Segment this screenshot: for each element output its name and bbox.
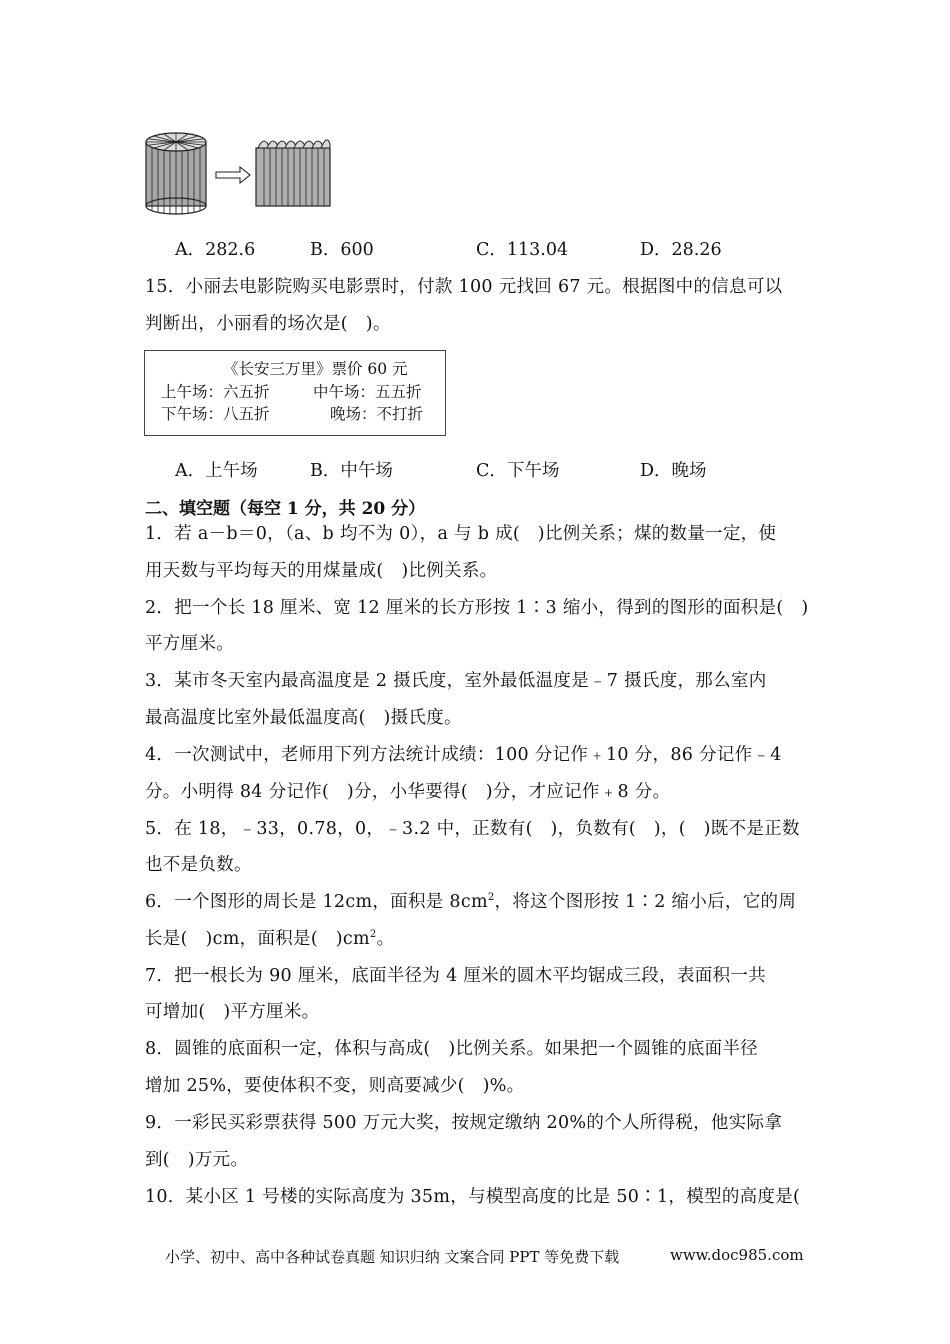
q14-option-c: C．113.04 — [476, 240, 569, 260]
q15-line-1: 15．小丽去电影院购买电影票时，付款 100 元找回 67 元。根据图中的信息可以 — [145, 277, 783, 297]
q15-option-d: D．晚场 — [640, 461, 707, 481]
superscript: 2 — [369, 929, 377, 941]
ticket-evening: 晚场：不打折 — [330, 405, 424, 423]
q15-option-a: A．上午场 — [175, 461, 258, 481]
ticket-title: 《长安三万里》票价 60 元 — [223, 360, 408, 378]
ticket-noon: 中午场：五五折 — [313, 383, 422, 401]
question-line: 到( )万元。 — [145, 1150, 249, 1170]
q15-option-b: B．中午场 — [310, 461, 393, 481]
question-line: 9．一彩民买彩票获得 500 万元大奖，按规定缴纳 20%的个人所得税，他实际拿 — [145, 1113, 783, 1133]
q15-option-c: C．下午场 — [476, 461, 560, 481]
cylinder-icon — [146, 133, 206, 214]
q6-line-1: 6．一个图形的周长是 12cm，面积是 $8cm^2$，将这个图形按 1∶2 缩小后，它的周 — [145, 892, 797, 912]
question-line: 8．圆锥的底面积一定，体积与高成( )比例关系。如果把一个圆锥的底面半径 — [145, 1039, 759, 1059]
arrow-right-icon — [216, 167, 250, 183]
question-line: 3．某市冬天室内最高温度是 2 摄氏度，室外最低温度是﹣7 摄氏度，那么室内 — [145, 671, 767, 691]
question-line: 10．某小区 1 号楼的实际高度为 35m，与模型高度的比是 50∶1，模型的高度是( — [145, 1187, 801, 1207]
question-line: 增加 25%，要使体积不变，则高要减少( )%。 — [145, 1076, 525, 1096]
question-line: 2．把一个长 18 厘米、宽 12 厘米的长方形按 1∶3 缩小，得到的图形的面积是( ) — [145, 598, 809, 618]
question-line: 7．把一根长为 90 厘米，底面半径为 4 厘米的圆木平均锯成三段，表面积一共 — [145, 966, 766, 986]
ticket-afternoon: 下午场：八五折 — [161, 405, 270, 423]
q15-line-2: 判断出，小丽看的场次是( )。 — [145, 314, 391, 334]
question-line: 分。小明得 84 分记作( )分，小华要得( )分，才应记作﹢8 分。 — [145, 782, 671, 802]
ticket-morning: 上午场：六五折 — [161, 383, 270, 401]
ticket-price-box — [144, 350, 446, 436]
page-footer — [165, 1246, 804, 1267]
question-line: 平方厘米。 — [145, 634, 234, 654]
question-line: 用天数与平均每天的用煤量成( )比例关系。 — [145, 561, 498, 581]
question-line: 1．若 a－b＝0，（a、b 均不为 0），a 与 b 成( )比例关系；煤的数量一定，使 — [145, 524, 777, 544]
footer-text: 小学、初中、高中各种试卷真题 知识归纳 文案合同 PPT 等免费下载 — [165, 1248, 620, 1266]
q14-option-b: B．600 — [310, 240, 374, 260]
q6-line-2: 长是( )cm，面积是( )$cm^2$。 — [145, 929, 395, 949]
question-line: 也不是负数。 — [145, 855, 252, 875]
question-line: 最高温度比室外最低温度高( )摄氏度。 — [145, 708, 462, 728]
cylinder-figure — [140, 128, 340, 218]
section-2-title: 二、填空题（每空 1 分，共 20 分） — [145, 499, 426, 519]
q14-option-d: D．28.26 — [640, 240, 722, 260]
q14-option-a: A．282.6 — [175, 240, 256, 260]
rearranged-cuboid-icon — [256, 140, 330, 206]
question-line: 5．在 18，﹣33，0.78，0，﹣3.2 中，正数有( )，负数有( )，( )既不是正数 — [145, 819, 800, 839]
question-line: 4．一次测试中，老师用下列方法统计成绩：100 分记作﹢10 分，86 分记作﹣4 — [145, 745, 782, 765]
question-line: 可增加( )平方厘米。 — [145, 1002, 320, 1022]
footer-url[interactable]: www.doc985.com — [670, 1246, 804, 1264]
superscript: 2 — [487, 892, 495, 904]
